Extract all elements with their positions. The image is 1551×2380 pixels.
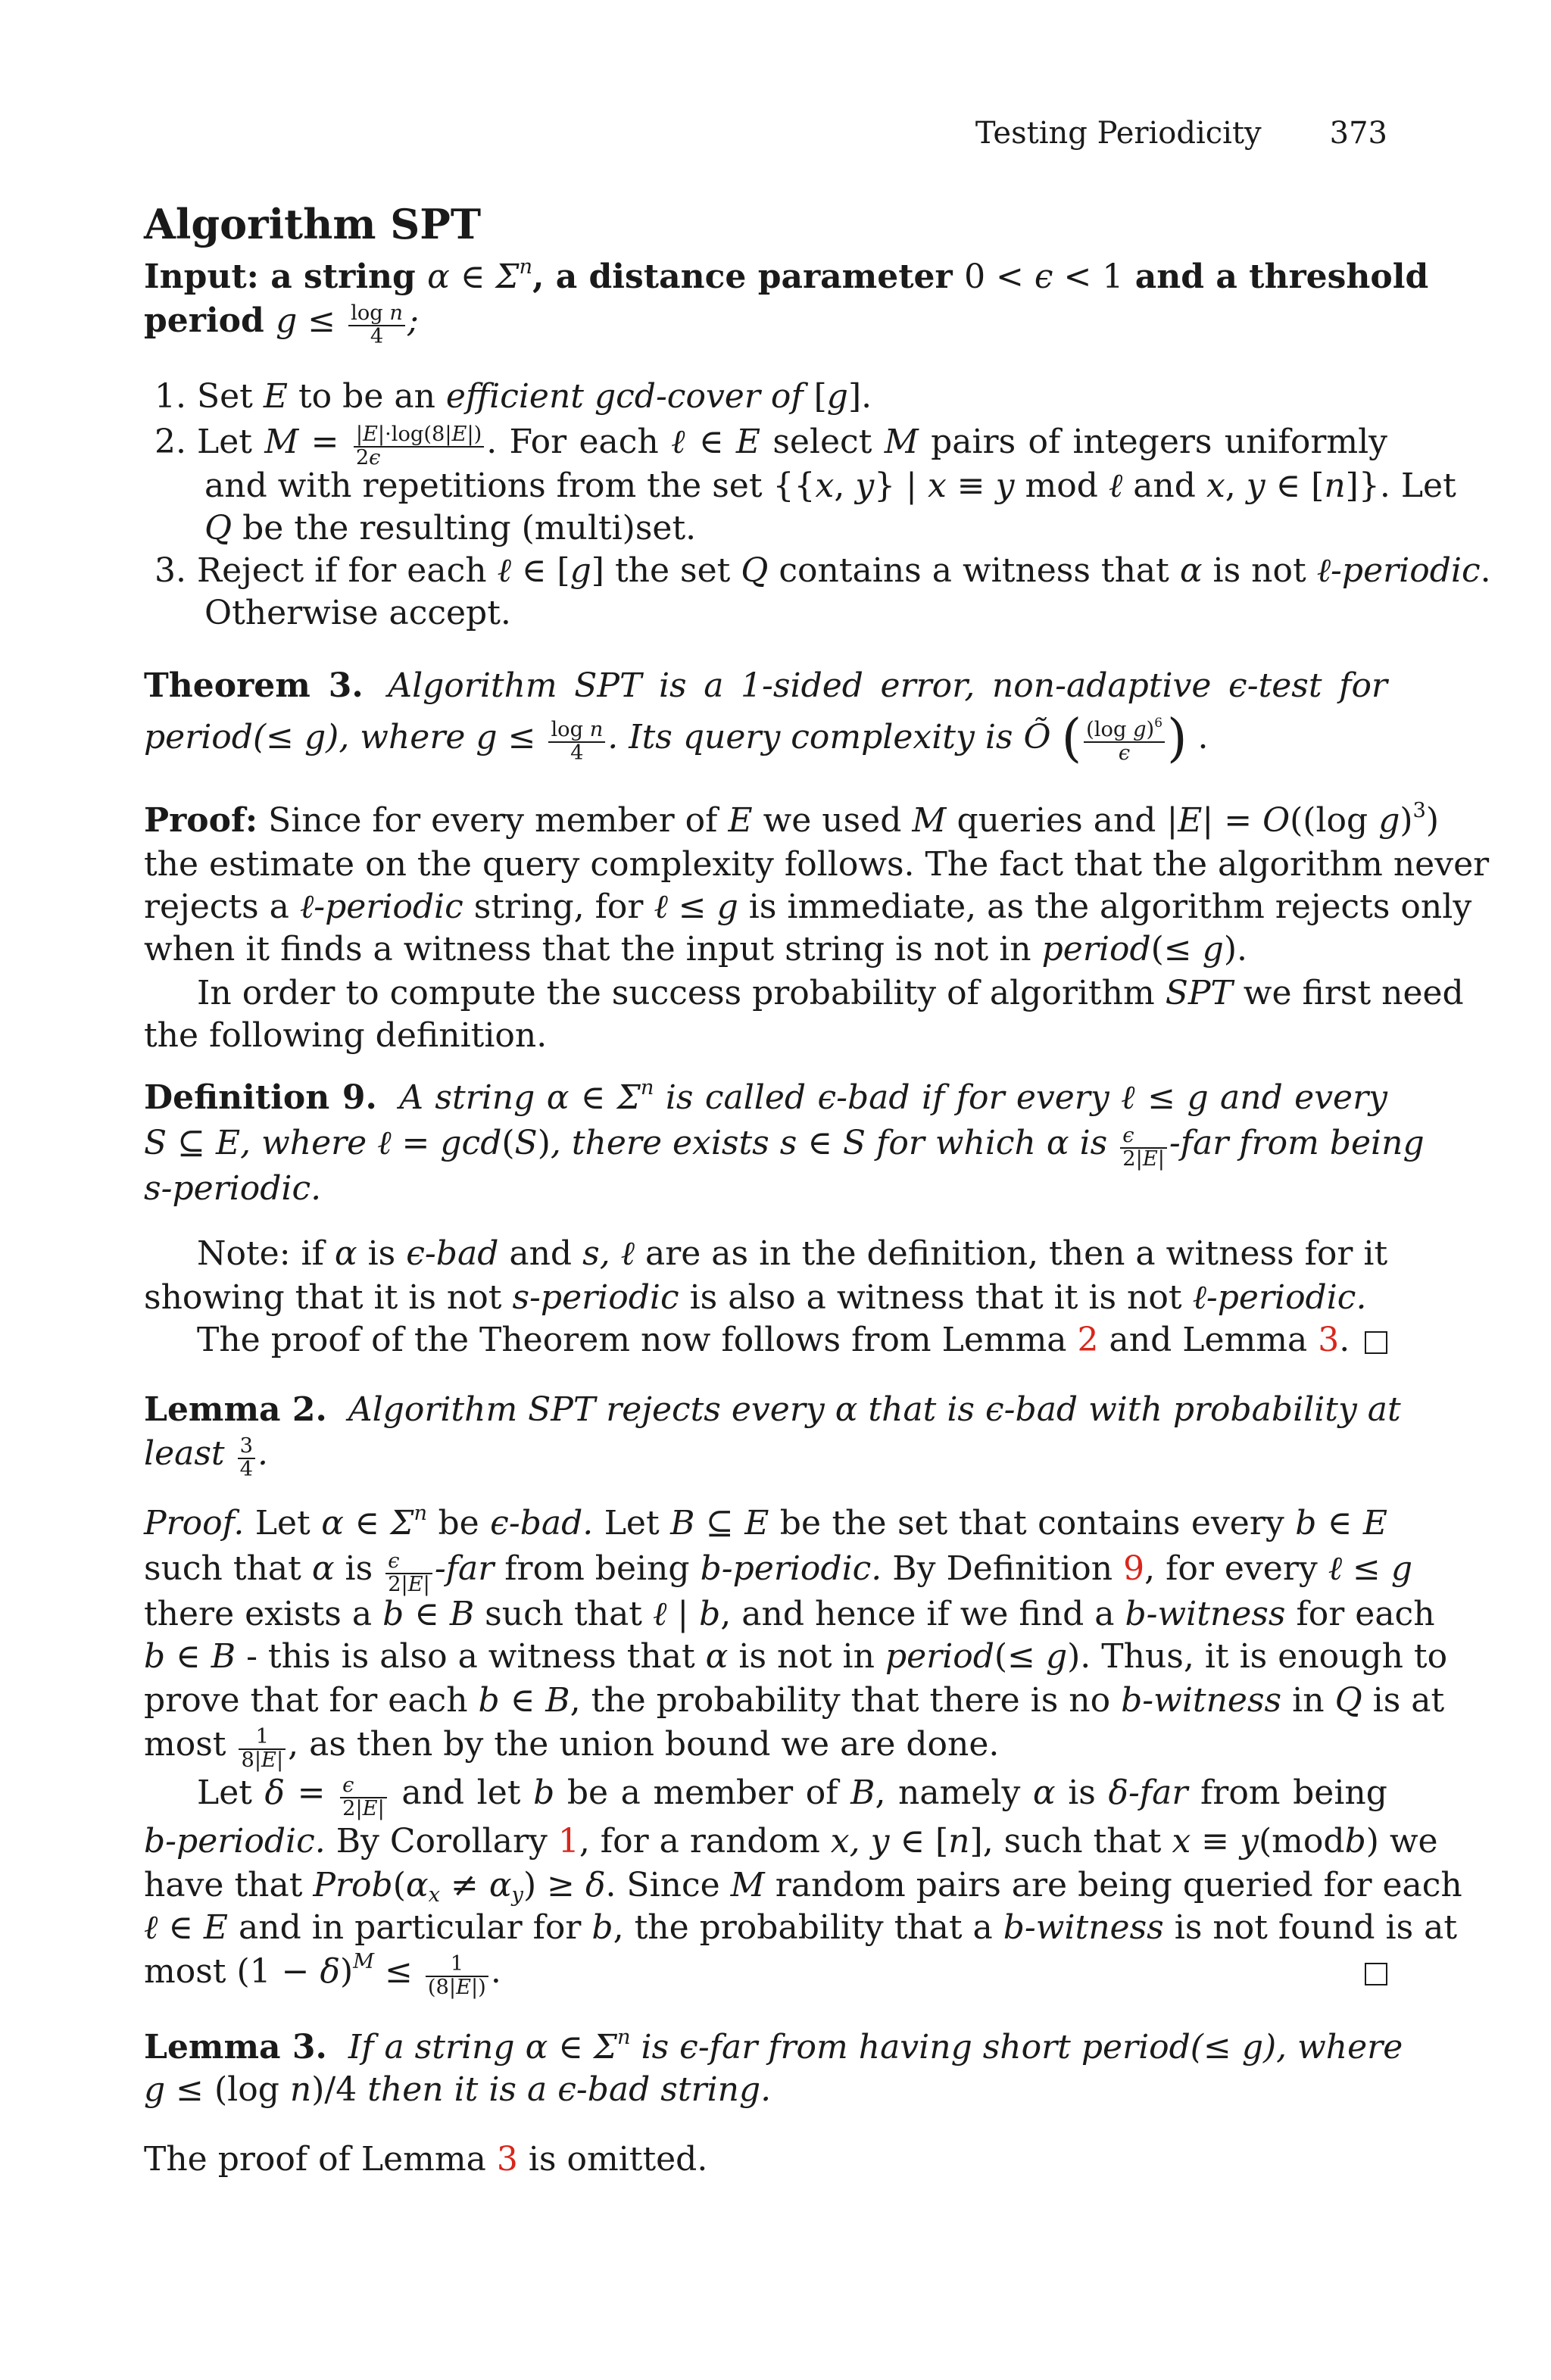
- lemma-2-line-2: least $\frac{3}{4}$ .: [144, 1434, 268, 1481]
- proof2-line-8: b-periodic. By Corollary 1, for a random x, y ∈ [n], such that x ≡ y(modb) we: [144, 1822, 1438, 1861]
- closing-sentence: The proof of Lemma 3 is omitted.: [144, 2140, 708, 2179]
- lemma-2-label: Lemma 2.: [144, 1390, 327, 1429]
- lemma-2-line-1: Lemma 2. Algorithm SPT rejects every α that is ϵ-bad with probability at: [144, 1390, 1401, 1429]
- algorithm-input-line-1: Input: a string α ∈ $\Sigma^n$, a distance parameter 0 < ϵ < 1 and a threshold: [144, 254, 1429, 296]
- proof-line-1: Proof: Since for every member of E we used M queries and |E| = O((log g)$^3$): [144, 798, 1440, 840]
- proof2-line-6: most $\frac{1}{8|E|}$ , as then by the union bound we are done.: [144, 1725, 1000, 1772]
- proof2-line-10: ℓ ∈ E and in particular for b, the probability that a b-witness is not found is at: [144, 1908, 1458, 1947]
- proof2-line-11: most $(1 - \delta)^M$ ≤ $\frac{1}{(8|E|)}$ .: [144, 1951, 1387, 1999]
- proof2-line-5: prove that for each b ∈ B, the probability that there is no b-witness in Q is at: [144, 1681, 1445, 1720]
- running-header: [975, 115, 1387, 151]
- algorithm-step-1: 1. Set E to be an efficient gcd-cover of [g].: [154, 377, 872, 416]
- proof2-line-2: such that α is $\frac{\epsilon}{2|E|}$ -far from being b-periodic. By Definition 9, for every ℓ ≤ g: [144, 1549, 1413, 1596]
- lemma-3-line-1: Lemma 3. If a string α ∈ $\Sigma^n$ is ϵ-far from having short period(≤ g), where: [144, 2025, 1403, 2067]
- ref-lemma-3-closing[interactable]: 3: [496, 2140, 518, 2179]
- definition-9-line-1: Definition 9. A string α ∈ $\Sigma^n$ is called ϵ-bad if for every ℓ ≤ g and every: [144, 1075, 1387, 1117]
- theorem-3-line-1: Theorem 3. Algorithm SPT is a 1-sided error, non-adaptive ϵ-test for: [144, 666, 1387, 705]
- algorithm-step-2-line-3: Q be the resulting (multi)set.: [204, 509, 697, 547]
- definition-9-label: Definition 9.: [144, 1078, 377, 1117]
- proof2-line-4: b ∈ B - this is also a witness that α is not in period(≤ g). Thus, it is enough to: [144, 1637, 1448, 1676]
- proof2-label: Proof.: [144, 1504, 245, 1542]
- note-line-2: showing that it is not s-periodic is also a witness that it is not ℓ-periodic.: [144, 1278, 1367, 1317]
- note-line-3: The proof of the Theorem now follows from Lemma 2 and Lemma 3.: [144, 1319, 1387, 1362]
- proof-label: Proof:: [144, 801, 258, 840]
- lemma-3-line-2: g ≤ (log n)/4 then it is a ϵ-bad string.: [144, 2070, 772, 2109]
- proof-line-4: when it finds a witness that the input string is not in period(≤ g).: [144, 930, 1247, 969]
- ref-lemma-3[interactable]: 3: [1318, 1321, 1340, 1359]
- algorithm-step-2-line-2: and with repetitions from the set {{x, y} | x ≡ y mod ℓ and x, y ∈ [n]}. Let: [204, 466, 1456, 505]
- ref-definition-9[interactable]: 9: [1123, 1549, 1145, 1588]
- definition-9-line-3: s-periodic.: [144, 1169, 322, 1208]
- algorithm-input-line-2: period g ≤ $\frac{\text{log n}}{4}$ ;: [144, 301, 419, 348]
- ref-lemma-2[interactable]: 2: [1077, 1321, 1099, 1359]
- proof-line-2: the estimate on the query complexity follows. The fact that the algorithm never: [144, 845, 1490, 884]
- proof2-line-7: Let δ = $\frac{\epsilon}{2|E|}$ and let b be a member of B, namely α is δ-far from being: [197, 1773, 1387, 1820]
- page-number: 373: [1329, 116, 1387, 151]
- proof-line-3: rejects a ℓ-periodic string, for ℓ ≤ g is immediate, as the algorithm rejects only: [144, 887, 1472, 926]
- qed-box: [1365, 1331, 1387, 1354]
- definition-9-line-2: S ⊆ E, where ℓ = gcd(S), there exists s ∈ S for which α is $\frac{\epsilon}{2|E|}$ -far from being: [144, 1124, 1425, 1171]
- proof-line-6: the following definition.: [144, 1016, 548, 1055]
- algorithm-title: Algorithm SPT: [144, 200, 482, 248]
- proof-line-5: In order to compute the success probability of algorithm SPT we first need: [197, 974, 1464, 1012]
- proof2-line-9: have that $Prob(\alpha_x \ne \alpha_y) \ge \delta$. Since M random pairs are being queried for each: [144, 1866, 1462, 1907]
- qed-box: [1365, 1963, 1387, 1985]
- algorithm-step-3: 3. Reject if for each ℓ ∈ [g] the set Q contains a witness that α is not ℓ-periodic.: [154, 551, 1491, 590]
- algorithm-step-2: 2. Let M = $\frac{|E|\cdot\log(8|E|)}{2\epsilon}$ . For each ℓ ∈ E select M pairs of integers uniformly: [154, 423, 1387, 469]
- proof2-line-3: there exists a b ∈ B such that ℓ | b, and hence if we find a b-witness for each: [144, 1595, 1435, 1633]
- running-title: Testing Periodicity: [975, 116, 1262, 151]
- note-line-1: Note: if α is ϵ-bad and s, ℓ are as in the definition, then a witness for it: [197, 1234, 1388, 1273]
- lemma-3-label: Lemma 3.: [144, 2028, 327, 2067]
- ref-corollary-1[interactable]: 1: [557, 1822, 579, 1861]
- proof2-line-1: Proof. Let α ∈ $\Sigma^n$ be ϵ-bad. Let B ⊆ E be the set that contains every b ∈ E: [144, 1501, 1387, 1542]
- algorithm-step-3-line-2: Otherwise accept.: [204, 594, 511, 632]
- theorem-3-label: Theorem 3.: [144, 666, 364, 705]
- theorem-3-line-2: period(≤ g), where g ≤ $\frac{\text{log n}}{4}$ . Its query complexity is Õ ( $\frac{(\log g)^6}{\epsilon}$ ) .: [144, 709, 1209, 769]
